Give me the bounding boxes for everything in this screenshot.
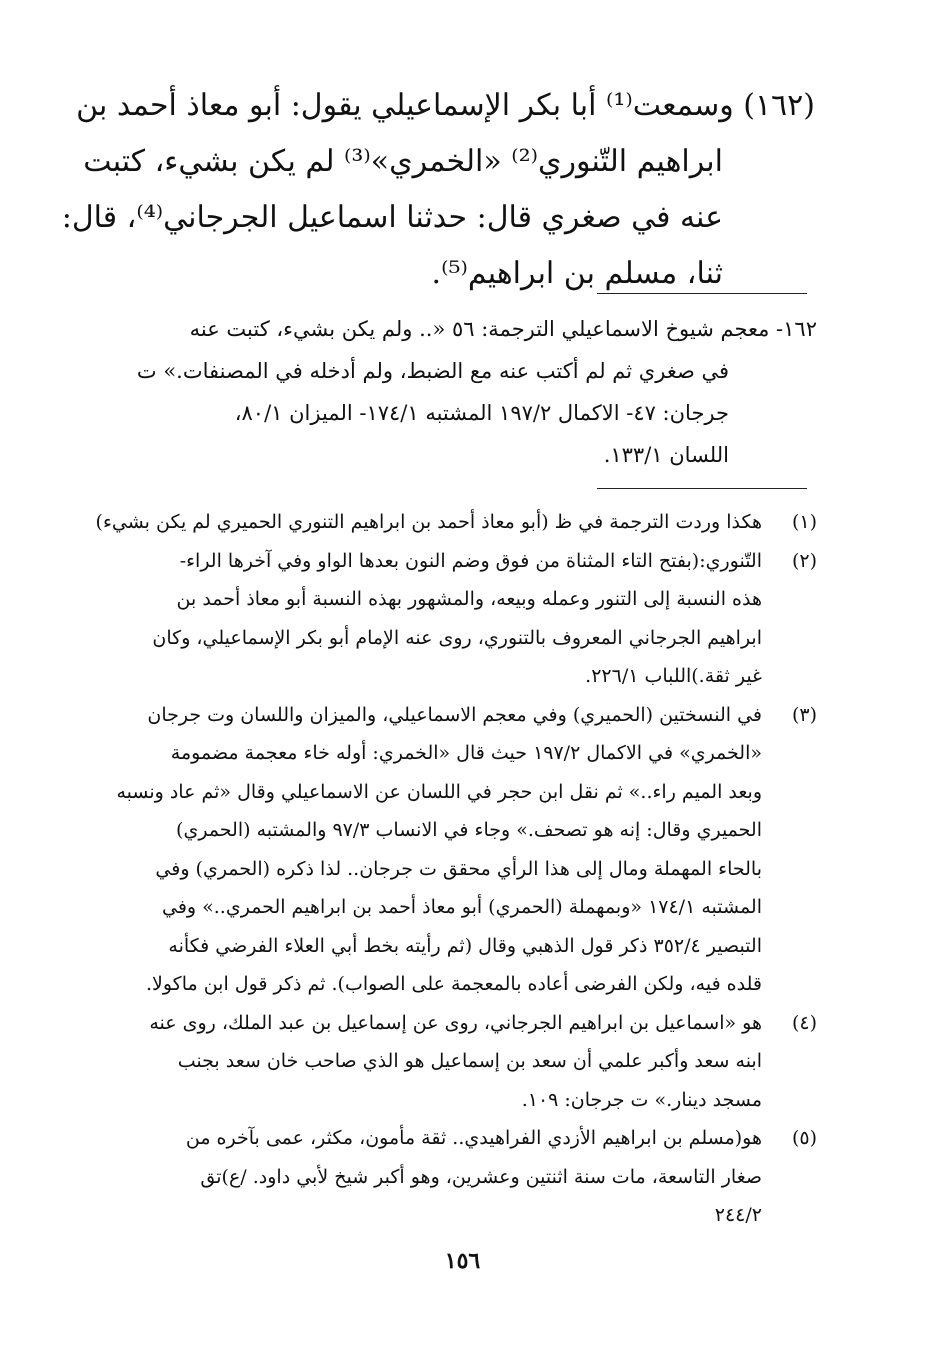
- footnote-text: ٢٤٤/٢: [714, 1204, 762, 1226]
- footnote-text: هو(مسلم بن ابراهيم الأزدي الفراهيدي.. ثقة مأمون، مكثر، عمى بآخره من: [185, 1127, 762, 1149]
- commentary-line: جرجان: ٤٧- الاكمال ١٩٧/٢ المشتبه ١٧٤/١- الميزان ٨٠/١،: [234, 401, 729, 425]
- separator-rule: [597, 293, 807, 294]
- footnote-4: [105, 1004, 817, 1120]
- footnote-text: غير ثقة.)اللباب ٢٢٦/١.: [585, 665, 762, 687]
- footnote-text: هو «اسماعيل بن ابراهيم الجرجاني، روى عن إسماعيل بن عبد الملك، روى عنه: [149, 1011, 762, 1034]
- commentary-block: [105, 308, 817, 476]
- footnote-2: [105, 542, 817, 696]
- footnote-3: [105, 696, 817, 1004]
- footnote-text: التبصير ٣٥٢/٤ ذكر قول الذهبي وقال (ثم رأيته بخط أبي العلاء الفرضي فكأنه: [168, 934, 762, 957]
- main-entry: [61, 78, 815, 302]
- footnote-text: «الخمري» في الاكمال ١٩٧/٢ حيث قال «الخمري: أوله خاء معجمة مضمومة: [170, 742, 762, 764]
- footnote-text: بالحاء المهملة ومال إلى هذا الرأي محقق ت جرجان.. لذا ذكره (الحمري) وفي: [155, 857, 762, 880]
- footnote-text: التّنوري:(بفتح التاء المثناة من فوق وضم النون بعدها الواو وفي آخرها الراء-: [179, 549, 762, 572]
- separator-rule: [597, 488, 807, 489]
- footnote-text: هكذا وردت الترجمة في ظ (أبو معاذ أحمد بن ابراهيم التنوري الحميري لم يكن بشيء): [95, 511, 762, 533]
- footnote-text: في النسختين (الحميري) وفي معجم الاسماعيلي، والميزان واللسان وت جرجان: [147, 703, 762, 726]
- footnote-text: وبعد الميم راء..» ثم نقل ابن حجر في اللسان عن الاسماعيلي وقال «ثم عاد ونسبه: [116, 780, 762, 803]
- footnote-text: هذه النسبة إلى التنور وعمله وبيعه، والمشهور بهذه النسبة أبو معاذ أحمد بن: [176, 588, 762, 610]
- commentary-line: في صغري ثم لم أكتب عنه مع الضبط، ولم أدخله في المصنفات.» ت: [136, 359, 729, 383]
- footnote-1: [95, 503, 817, 542]
- footnote-marker: (٥): [791, 1127, 817, 1149]
- main-entry-line: ابراهيم التّنوري⁽²⁾ «الخمري»⁽³⁾ لم يكن بشيء، كتبت: [83, 144, 723, 179]
- footnote-text: مسجد دينار.» ت جرجان: ١٠٩.: [521, 1088, 762, 1111]
- footnote-text: المشتبه ١٧٤/١ «وبمهملة (الحمري) أبو معاذ أحمد بن ابراهيم الحمري..» وفي: [162, 896, 762, 918]
- footnote-5: [105, 1119, 817, 1235]
- main-entry-line: (١٦٢) وسمعت⁽¹⁾ أبا بكر الإسماعيلي يقول: أبو معاذ أحمد بن: [76, 88, 815, 123]
- footnote-text: قلده فيه، ولكن الفرضى أعاده بالمعجمة على الصواب). ثم ذكر قول ابن ماكولا.: [145, 973, 762, 995]
- footnote-text: ابنه سعد وأكبر علمي أن سعد بن إسماعيل هو الذي صاحب خان سعد بجنب: [177, 1050, 762, 1072]
- footnote-text: صغار التاسعة، مات سنة اثنتين وعشرين، وهو أكبر شيخ لأبي داود. /ع)تق: [200, 1165, 762, 1188]
- footnote-marker: (٣): [791, 703, 817, 726]
- main-entry-line: عنه في صغري قال: حدثنا اسماعيل الجرجاني⁽⁴⁾، قال:: [61, 200, 723, 235]
- footnote-marker: (٢): [791, 549, 817, 572]
- footnote-marker: (٤): [791, 1011, 817, 1034]
- footnote-text: الحميري وقال: إنه هو تصحف.» وجاء في الانساب ٩٧/٣ والمشتبه (الحمري): [176, 819, 762, 841]
- commentary-line: اللسان ١٣٣/١.: [603, 443, 729, 467]
- page-number: ١٥٦: [444, 1248, 481, 1274]
- main-entry-line: ثنا، مسلم بن ابراهيم⁽⁵⁾.: [431, 256, 723, 291]
- footnotes: [95, 503, 817, 1235]
- footnote-marker: (١): [791, 511, 817, 533]
- footnote-text: ابراهيم الجرجاني المعروف بالتنوري، روى عنه الإمام أبو بكر الإسماعيلي، وكان: [152, 626, 762, 649]
- commentary-line: ١٦٢- معجم شيوخ الاسماعيلي الترجمة: ٥٦ «.. ولم يكن بشيء، كتبت عنه: [189, 317, 817, 341]
